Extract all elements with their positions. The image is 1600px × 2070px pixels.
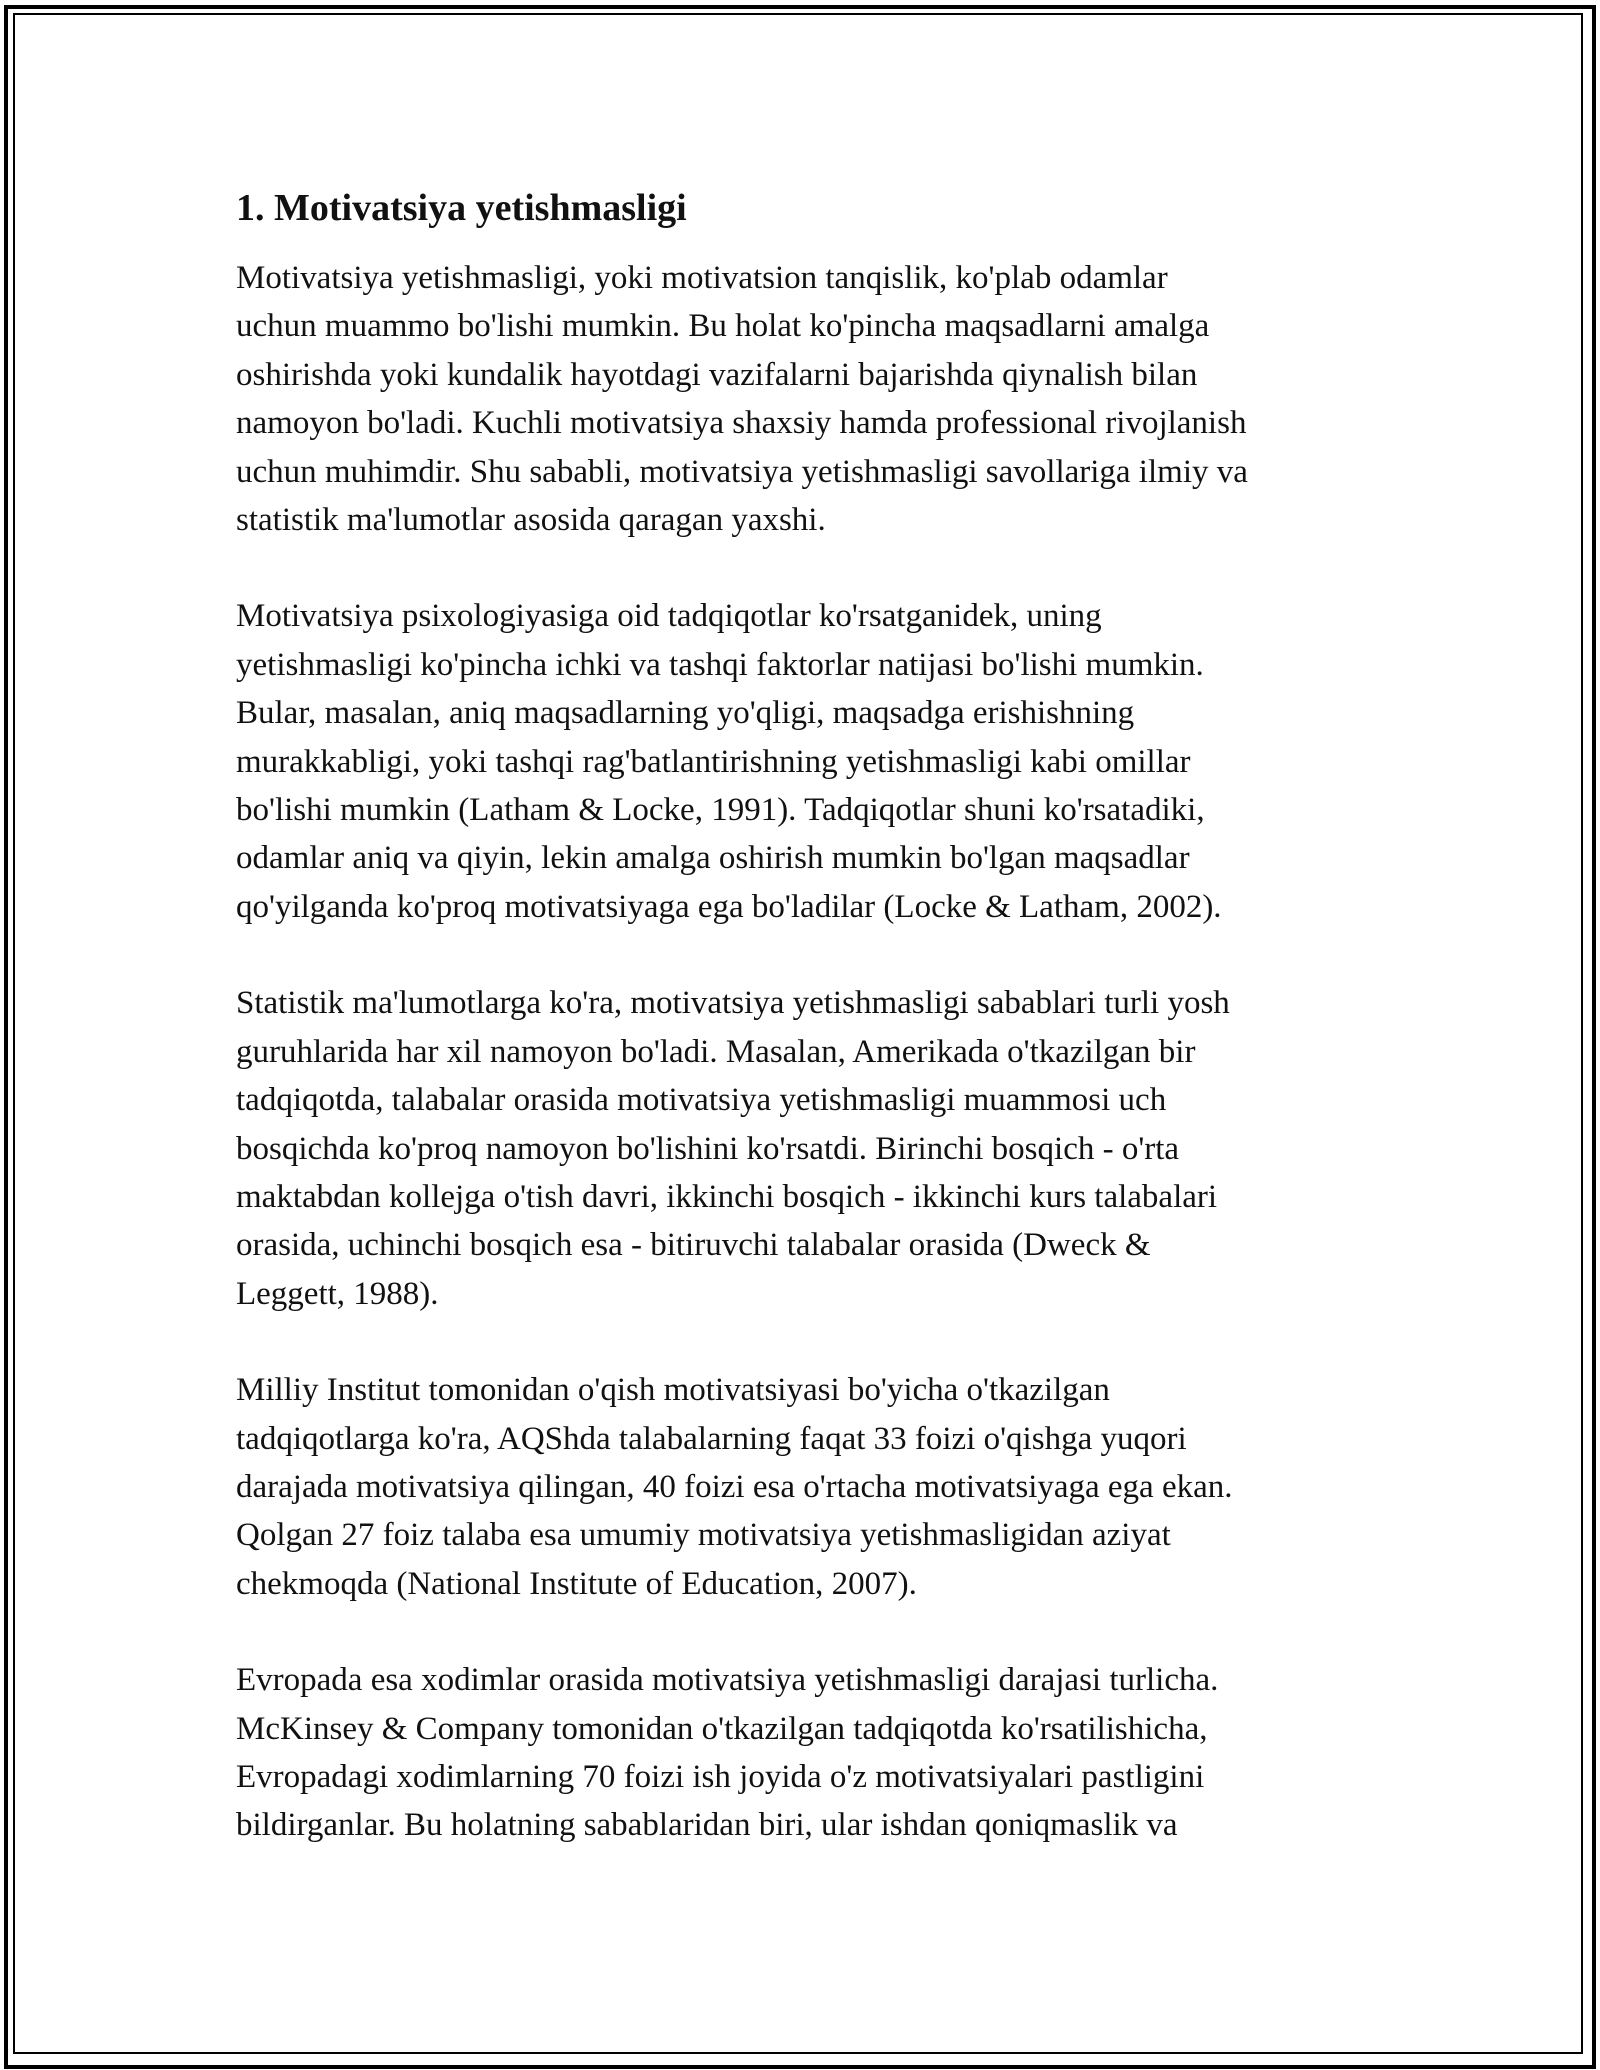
- paragraph-line: Leggett, 1988).: [236, 1275, 439, 1312]
- paragraph-line: Motivatsiya yetishmasligi, yoki motivatsion tanqislik, ko'plab odamlar: [236, 260, 1168, 296]
- paragraph-line: qo'yilganda ko'proq motivatsiyaga ega bo'ladilar (Locke & Latham, 2002).: [236, 888, 1222, 925]
- paragraph-line: Bular, masalan, aniq maqsadlarning yo'qligi, maqsadga erishishning: [236, 695, 1135, 732]
- paragraph-line: Statistik ma'lumotlarga ko'ra, motivatsiya yetishmasligi sabablari turli yosh: [236, 985, 1230, 1022]
- paragraph-line: namoyon bo'ladi. Kuchli motivatsiya shaxsiy hamda professional rivojlanish: [236, 405, 1247, 442]
- paragraph-line: uchun muammo bo'lishi mumkin. Bu holat ko'pincha maqsadlarni amalga: [236, 308, 1210, 345]
- paragraph-2: [236, 592, 1376, 931]
- paragraph-line: odamlar aniq va qiyin, lekin amalga oshirish mumkin bo'lgan maqsadlar: [236, 840, 1190, 877]
- paragraph-line: yetishmasligi ko'pincha ichki va tashqi faktorlar natijasi bo'lishi mumkin.: [236, 646, 1204, 683]
- paragraph-line: uchun muhimdir. Shu sababli, motivatsiya yetishmasligi savollariga ilmiy va: [236, 453, 1248, 490]
- paragraph-4: [236, 1366, 1376, 1608]
- paragraph-line: Qolgan 27 foiz talaba esa umumiy motivatsiya yetishmasligidan aziyat: [236, 1517, 1171, 1554]
- paragraph-line: oshirishda yoki kundalik hayotdagi vazifalarni bajarishda qiynalish bilan: [236, 356, 1198, 393]
- paragraph-line: tadqiqotlarga ko'ra, AQShda talabalarning faqat 33 foizi o'qishga yuqori: [236, 1420, 1187, 1457]
- paragraph-3: [236, 979, 1376, 1318]
- paragraph-line: bildirganlar. Bu holatning sabablaridan biri, ular ishdan qoniqmaslik va: [236, 1807, 1178, 1844]
- paragraph-line: guruhlarida har xil namoyon bo'ladi. Masalan, Amerikada o'tkazilgan bir: [236, 1033, 1196, 1070]
- paragraph-line: tadqiqotda, talabalar orasida motivatsiya yetishmasligi muammosi uch: [236, 1082, 1167, 1119]
- paragraph-line: bo'lishi mumkin (Latham & Locke, 1991). Tadqiqotlar shuni ko'rsatadiki,: [236, 792, 1205, 829]
- paragraph-5: [236, 1656, 1376, 1850]
- paragraph-line: statistik ma'lumotlar asosida qaragan yaxshi.: [236, 502, 826, 539]
- paragraph-line: Milliy Institut tomonidan o'qish motivatsiyasi bo'yicha o'tkazilgan: [236, 1372, 1110, 1409]
- paragraph-line: Evropadagi xodimlarning 70 foizi ish joyida o'z motivatsiyalari pastligini: [236, 1758, 1205, 1795]
- paragraph-line: darajada motivatsiya qilingan, 40 foizi esa o'rtacha motivatsiyaga ega ekan.: [236, 1468, 1233, 1505]
- paragraph-line: orasida, uchinchi bosqich esa - bitiruvchi talabalar orasida (Dweck &: [236, 1227, 1151, 1264]
- section-heading: 1. Motivatsiya yetishmasligi: [236, 187, 687, 229]
- paragraph-line: Evropada esa xodimlar orasida motivatsiya yetishmasligi darajasi turlicha.: [236, 1662, 1219, 1699]
- paragraph-line: murakkabligi, yoki tashqi rag'batlantirishning yetishmasligi kabi omillar: [236, 743, 1191, 780]
- paragraph-line: bosqichda ko'proq namoyon bo'lishini ko'rsatdi. Birinchi bosqich - o'rta: [236, 1130, 1180, 1167]
- paragraph-line: McKinsey & Company tomonidan o'tkazilgan tadqiqotda ko'rsatilishicha,: [236, 1710, 1208, 1747]
- paragraph-line: Motivatsiya psixologiyasiga oid tadqiqotlar ko'rsatganidek, uning: [236, 598, 1102, 635]
- paragraph-line: chekmoqda (National Institute of Education, 2007).: [236, 1565, 917, 1602]
- paragraph-1: [236, 254, 1376, 544]
- document-body: [236, 184, 1376, 1898]
- paragraph-line: maktabdan kollejga o'tish davri, ikkinchi bosqich - ikkinchi kurs talabalari: [236, 1178, 1218, 1215]
